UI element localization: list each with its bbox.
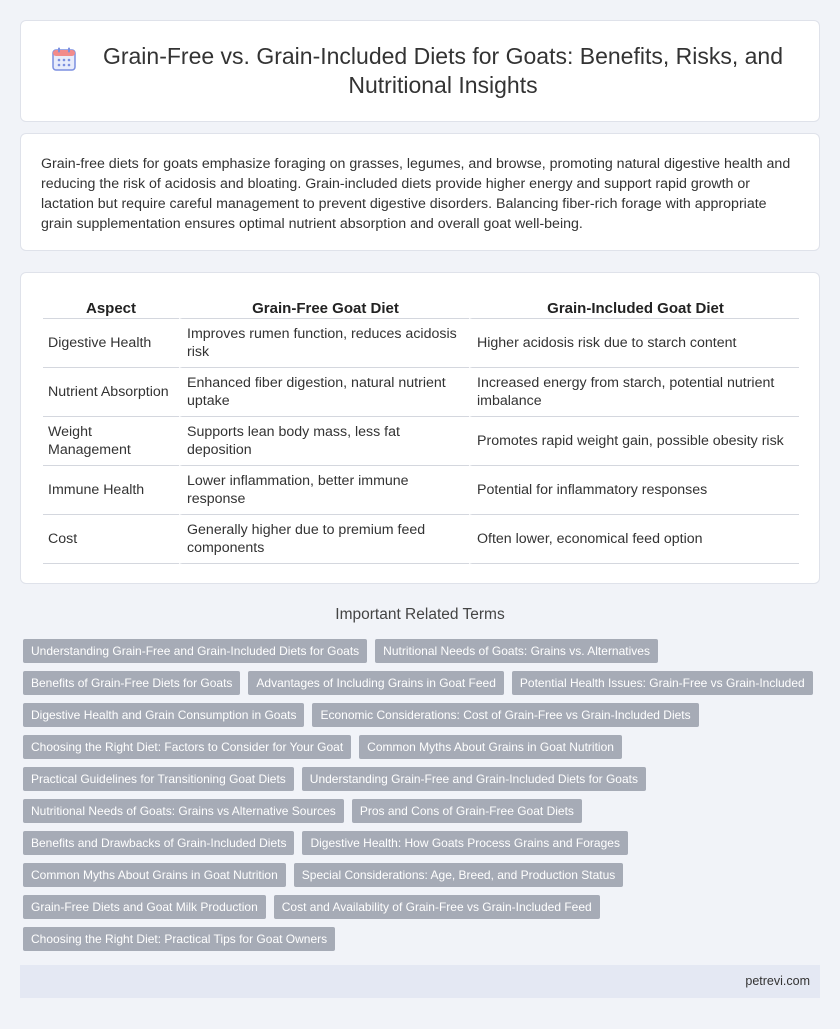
page-title: Grain-Free vs. Grain-Included Diets for Goats: Benefits, Risks, and Nutritional Insights	[102, 43, 784, 98]
related-term-tag[interactable]: Grain-Free Diets and Goat Milk Production	[23, 895, 266, 919]
footer	[20, 965, 820, 998]
related-terms-title: Important Related Terms	[335, 606, 505, 623]
aspect-cell: Weight Management	[43, 417, 179, 466]
intro-text: Grain-free diets for goats emphasize foraging on grasses, legumes, and browse, promoting natural digestive health and reducing the risk of acidosis and bloating. Grain-included diets provide higher energy and support rapid growth or lactation but require careful management to prevent digestive disorders. Balancing fiber-rich forage with appropriate grain supplementation ensures optimal nutrient absorption and overall goat well-being.	[41, 156, 791, 232]
grain-included-cell: Higher acidosis risk due to starch content	[469, 319, 799, 368]
table-row	[43, 368, 799, 417]
header-grain-free: Grain-Free Goat Diet	[179, 295, 469, 319]
related-term-tag[interactable]: Nutritional Needs of Goats: Grains vs. Alternatives	[375, 639, 658, 663]
related-term-tag[interactable]: Pros and Cons of Grain-Free Goat Diets	[352, 799, 582, 823]
grain-included-cell: Promotes rapid weight gain, possible obesity risk	[469, 417, 799, 466]
related-term-tag[interactable]: Common Myths About Grains in Goat Nutrition	[359, 735, 622, 759]
grain-free-cell: Lower inflammation, better immune response	[179, 466, 469, 515]
intro-card	[20, 133, 820, 251]
related-term-tag[interactable]: Economic Considerations: Cost of Grain-Free vs Grain-Included Diets	[312, 703, 698, 727]
related-term-tag[interactable]: Nutritional Needs of Goats: Grains vs Alternative Sources	[23, 799, 344, 823]
related-term-tag[interactable]: Choosing the Right Diet: Factors to Consider for Your Goat	[23, 735, 351, 759]
grain-included-cell: Increased energy from starch, potential nutrient imbalance	[469, 368, 799, 417]
grain-free-cell: Supports lean body mass, less fat deposition	[179, 417, 469, 466]
aspect-cell: Digestive Health	[43, 319, 179, 368]
aspect-cell: Immune Health	[43, 466, 179, 515]
table-row	[43, 515, 799, 564]
related-term-tag[interactable]: Digestive Health: How Goats Process Grains and Forages	[302, 831, 627, 855]
related-term-tag[interactable]: Digestive Health and Grain Consumption in Goats	[23, 703, 304, 727]
related-term-tag[interactable]: Cost and Availability of Grain-Free vs Grain-Included Feed	[274, 895, 600, 919]
grain-included-cell: Potential for inflammatory responses	[469, 466, 799, 515]
table-row	[43, 466, 799, 515]
related-term-tag[interactable]: Benefits and Drawbacks of Grain-Included Diets	[23, 831, 294, 855]
related-term-tag[interactable]: Advantages of Including Grains in Goat Feed	[248, 671, 503, 695]
table-header-row	[43, 295, 799, 319]
related-term-tag[interactable]: Special Considerations: Age, Breed, and Production Status	[294, 863, 624, 887]
grain-free-cell: Improves rumen function, reduces acidosis risk	[179, 319, 469, 368]
related-term-tag[interactable]: Common Myths About Grains in Goat Nutrition	[23, 863, 286, 887]
related-term-tag[interactable]: Potential Health Issues: Grain-Free vs Grain-Included	[512, 671, 813, 695]
grain-included-cell: Often lower, economical feed option	[469, 515, 799, 564]
header-aspect: Aspect	[43, 295, 179, 319]
related-term-tag[interactable]: Choosing the Right Diet: Practical Tips for Goat Owners	[23, 927, 335, 951]
grain-free-cell: Enhanced fiber digestion, natural nutrient uptake	[179, 368, 469, 417]
aspect-cell: Nutrient Absorption	[43, 368, 179, 417]
header-card	[20, 20, 820, 122]
table-row	[43, 319, 799, 368]
comparison-card	[20, 272, 820, 584]
related-term-tag[interactable]: Practical Guidelines for Transitioning Goat Diets	[23, 767, 294, 791]
header-grain-included: Grain-Included Goat Diet	[469, 295, 799, 319]
related-term-tag[interactable]: Understanding Grain-Free and Grain-Included Diets for Goats	[302, 767, 646, 791]
aspect-cell: Cost	[43, 515, 179, 564]
table-row	[43, 417, 799, 466]
related-term-tag[interactable]: Understanding Grain-Free and Grain-Included Diets for Goats	[23, 639, 367, 663]
comparison-table	[43, 295, 799, 564]
related-term-tag[interactable]: Benefits of Grain-Free Diets for Goats	[23, 671, 240, 695]
footer-site-link[interactable]: petrevi.com	[745, 974, 810, 988]
calendar-icon	[51, 46, 77, 72]
related-terms-list	[23, 639, 823, 959]
grain-free-cell: Generally higher due to premium feed components	[179, 515, 469, 564]
